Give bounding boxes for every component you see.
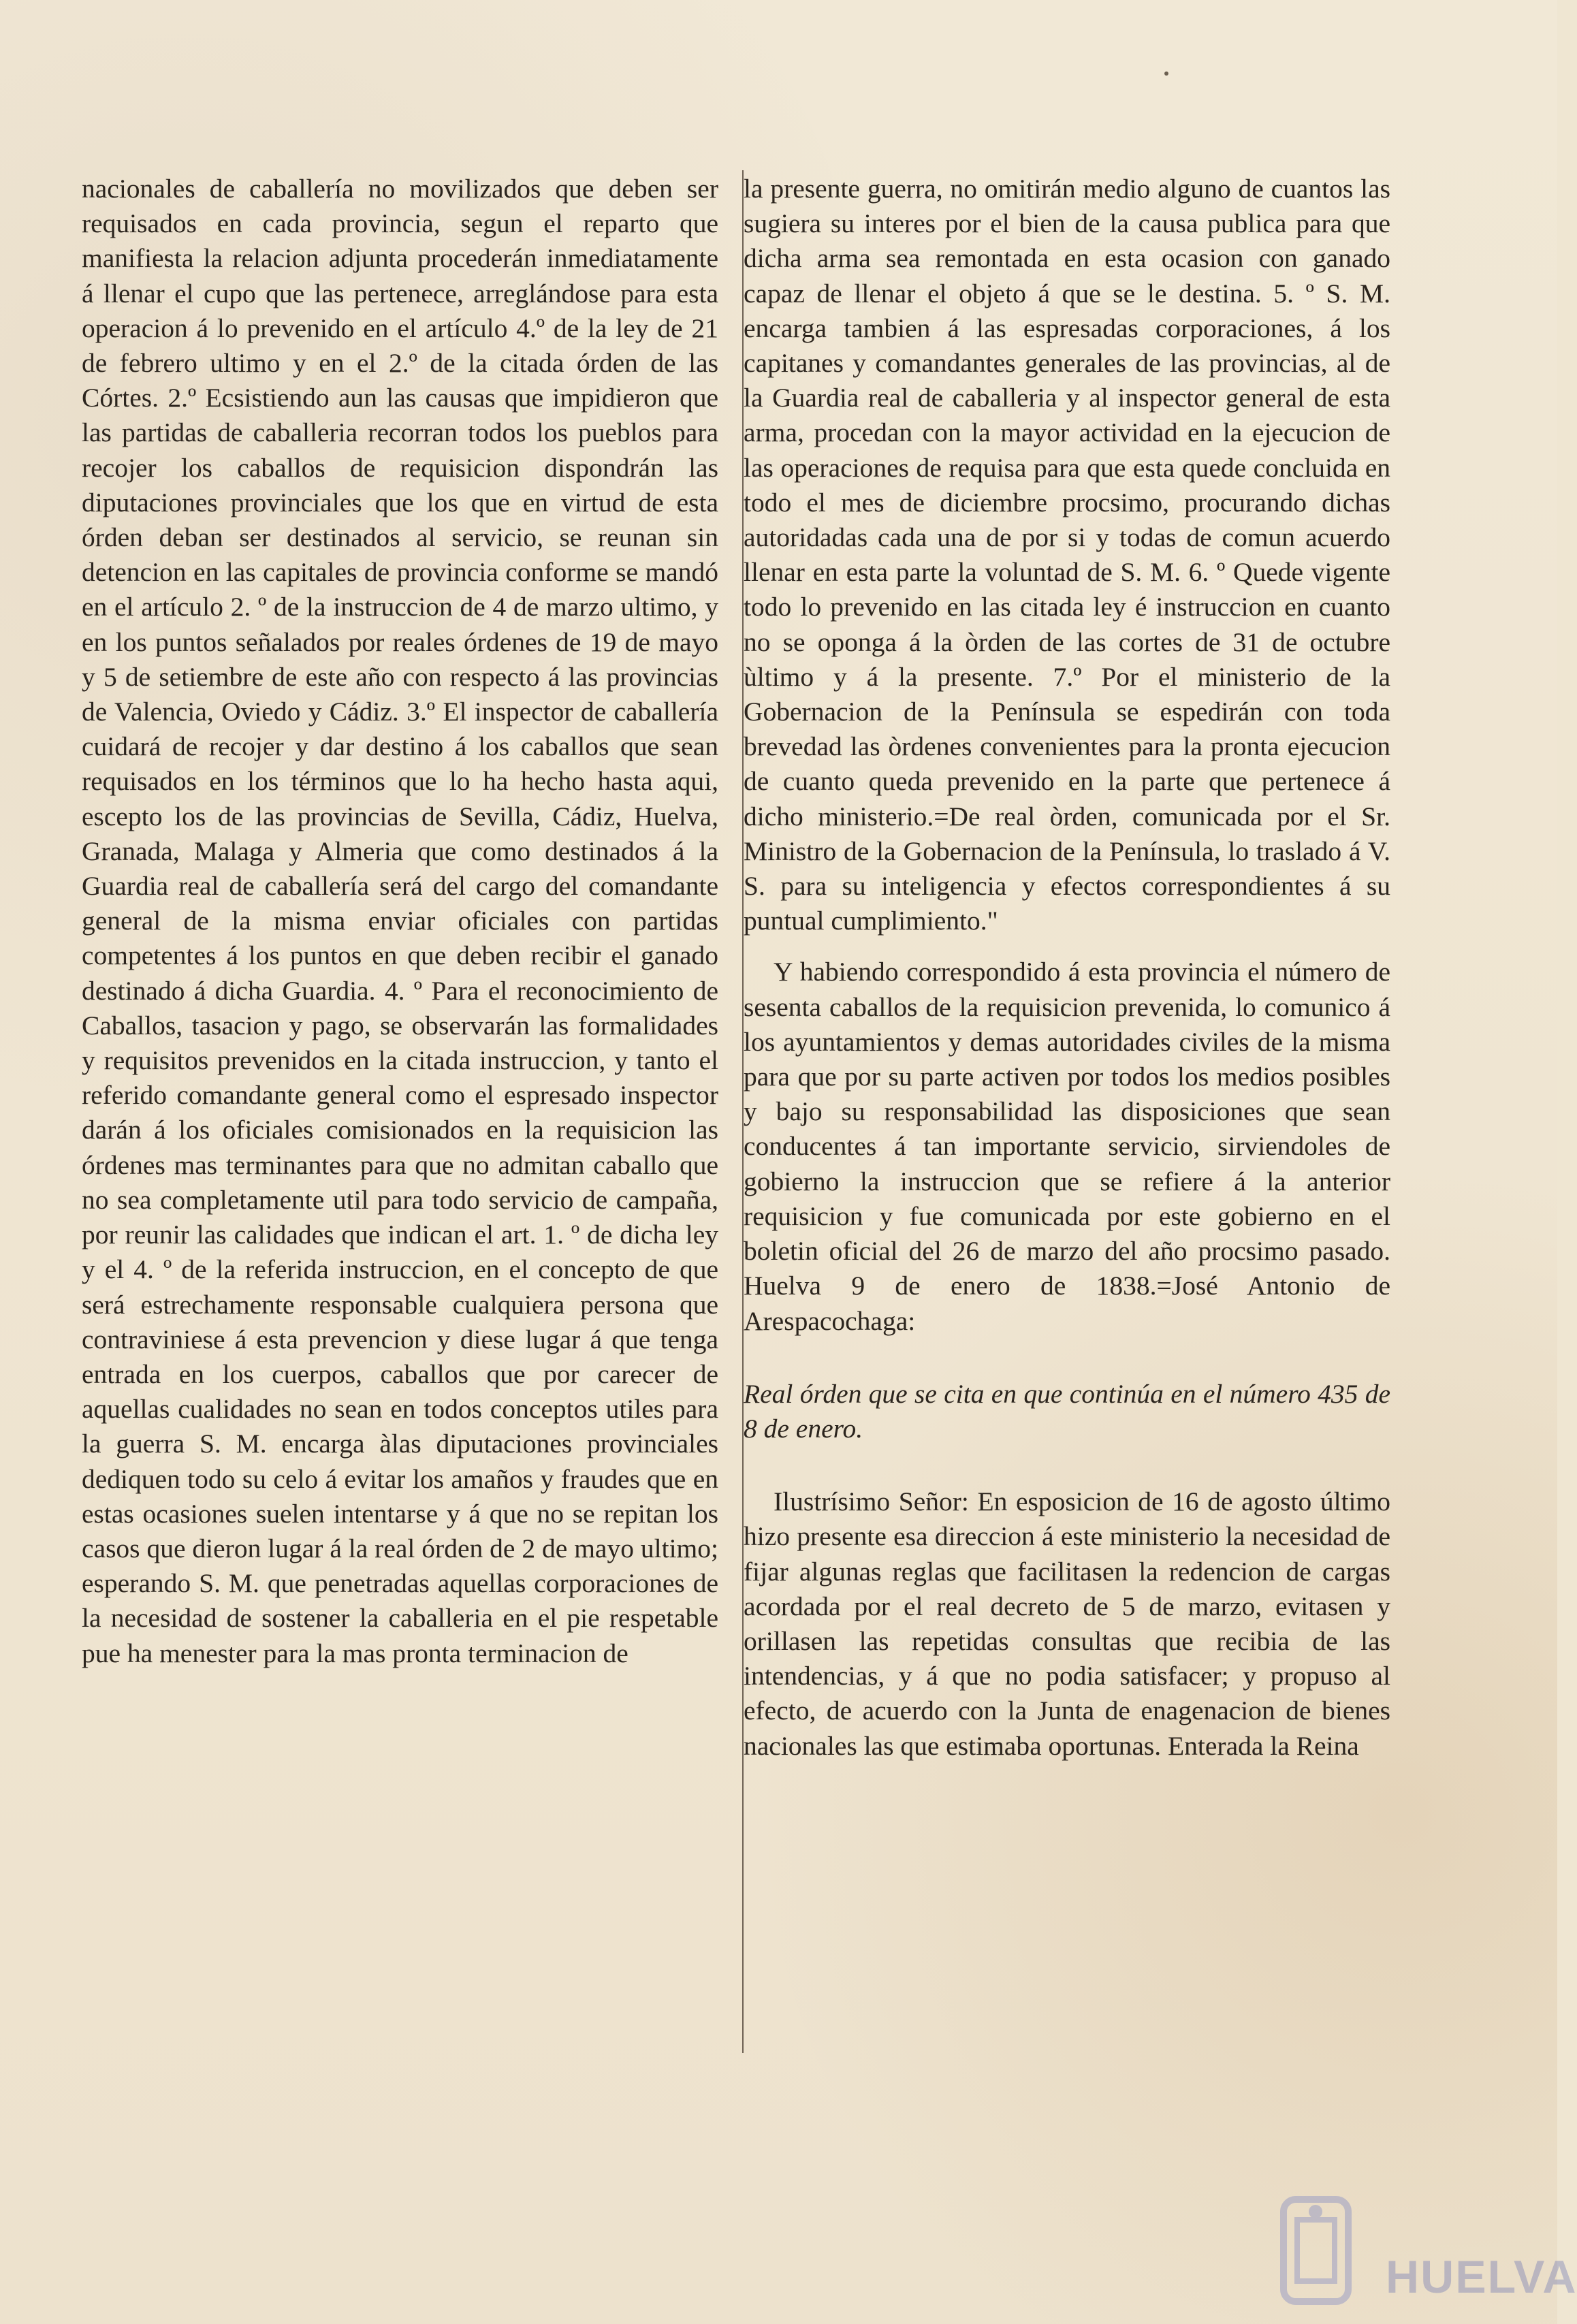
right-paragraph-2: Y habiendo correspondido á esta provincia el número de sesenta caballos de la requisicion prevenida, lo comunico á los ayuntamientos y demas autoridades civiles de la misma para que por su parte activen por todos los medios posibles y bajo su responsabilidad las disposiciones que sean conducentes á tan importante servicio, sirviendoles de gobierno la instruccion que se refiere á la anterior requisicion y fue comunicada por este gobierno en el boletin oficial del 26 de marzo del año procsimo pasado. Huelva 9 de enero de 1838.=José Antonio de Arespacochaga: [744,957,1390,1336]
watermark-emblem-icon [1270,2186,1535,2315]
left-column-text: nacionales de caballería no movilizados que deben ser requisados en cada provincia, segun el reparto que manifiesta la relacion adjunta procederán inmediatamente á llenar el cupo que las pertenece, arreglándose para esta operacion á lo prevenido en el artículo 4.º de la ley de 21 de febrero ultimo y en el 2.º de la citada órden de las Córtes. 2.º Ecsistiendo aun las causas que impidieron que las partidas de caballeria recorran todos los pueblos para recojer los caballos de requisicion dispondrán las diputaciones provinciales que los que en virtud de esta órden deban ser destinados al servicio, se reunan sin detencion en las capitales de provincia conforme se mandó en el artículo 2. º de la instruccion de 4 de marzo ultimo, y en los puntos señalados por reales órdenes de 19 de mayo y 5 de setiembre de este año con respecto á las provincias de Valencia, Oviedo y Cádiz. 3.º El inspector de caballería cuidará de recojer y dar destino á los caballos que sean requisados en los términos que lo ha hecho hasta aqui, escepto los de las provincias de Sevilla, Cádiz, Huelva, Granada, Malaga y Almeria que como destinados á la Guardia real de caballería será del cargo del comandante general de la misma enviar oficiales con partidas competentes á los puntos en que deben recibir el ganado destinado á dicha Guardia. 4. º Para el reconocimiento de Caballos, tasacion y pago, se observarán las formalidades y requisitos prevenidos en la citada instruccion, y tanto el referido comandante general como el espresado inspector darán á los oficiales comisionados en la requisicion las órdenes mas terminantes para que no admitan caballo que no sea completamente util para todo servicio de campaña, por reunir las calidades que indican el art. 1. º de dicha ley y el 4. º de la referida instruccion, en el concepto de que será estrechamente responsable cualquiera persona que contraviniese á esta prevencion y diese lugar á que tenga entrada en los cuerpos, caballos que por carecer de aquellas cualidades no sean en todos conceptos utiles para la guerra S. M. encarga àlas diputaciones provinciales dediquen todo su celo á evitar los amaños y fraudes que en estas ocasiones suelen intentarse y á que no se repitan los casos que dieron lugar á la real órden de 2 de mayo ultimo; esperando S. M. que penetradas aquellas corporaciones de la necesidad de sostener la caballeria en el pie respetable pue ha menester para la mas pronta terminacion de [82,174,718,1668]
paragraph-gap-2 [744,1446,1390,1484]
section-gap [744,1339,1390,1377]
watermark-text: HUELVA [1386,2251,1577,2303]
right-paragraph-3: Ilustrísimo Señor: En esposicion de 16 de agosto último hizo presente esa direccion á este ministerio la necesidad de fijar algunas reglas que facilitasen la redencion de cargas acordada por el real decreto de 5 de marzo, evitasen y orillasen las repetidas consultas que recibia de las intendencias, y á que no podia satisfacer; y propuso al efecto, de acuerdo con la Junta de enagenacion de bienes nacionales las que estimaba oportunas. Enterada la Reina [744,1486,1390,1761]
huelva-watermark [1270,2186,1577,2315]
right-column [744,172,1390,1764]
right-paragraph-1: la presente guerra, no omitirán medio alguno de cuantos las sugiera su interes por el bien de la causa publica para que dicha arma sea remontada en esta ocasion con ganado capaz de llenar el objeto á que se le destina. 5. º S. M. encarga tambien á las espresadas corporaciones, á los capitanes y comandantes generales de las provincias, al de la Guardia real de caballeria y al inspector general de esta arma, procedan con la mayor actividad en la ejecucion de las operaciones de requisa para que esta quede concluida en todo el mes de diciembre procsimo, procurando dichas autoridadas cada una de por si y todas de comun acuerdo llenar en esta parte la voluntad de S. M. 6. º Quede vigente todo lo prevenido en las citada ley é instruccion en cuanto no se oponga á la òrden de las cortes de 31 de octubre ùltimo y á la presente. 7.º Por el ministerio de la Gobernacion de la Península se espedirán con toda brevedad las òrdenes convenientes para la pronta ejecucion de cuanto queda prevenido en la parte que pertenece á dicho ministerio.=De real òrden, comunicada por el Sr. Ministro de la Gobernacion de la Península, lo traslado á V. S. para su inteligencia y efectos correspondientes á su puntual cumplimiento." [744,174,1390,936]
left-column [82,172,718,1671]
page-dot [1164,71,1168,76]
paragraph-gap-1 [744,938,1390,955]
section-heading: Real órden que se cita en que continúa en el número 435 de 8 de enero. [744,1378,1390,1444]
